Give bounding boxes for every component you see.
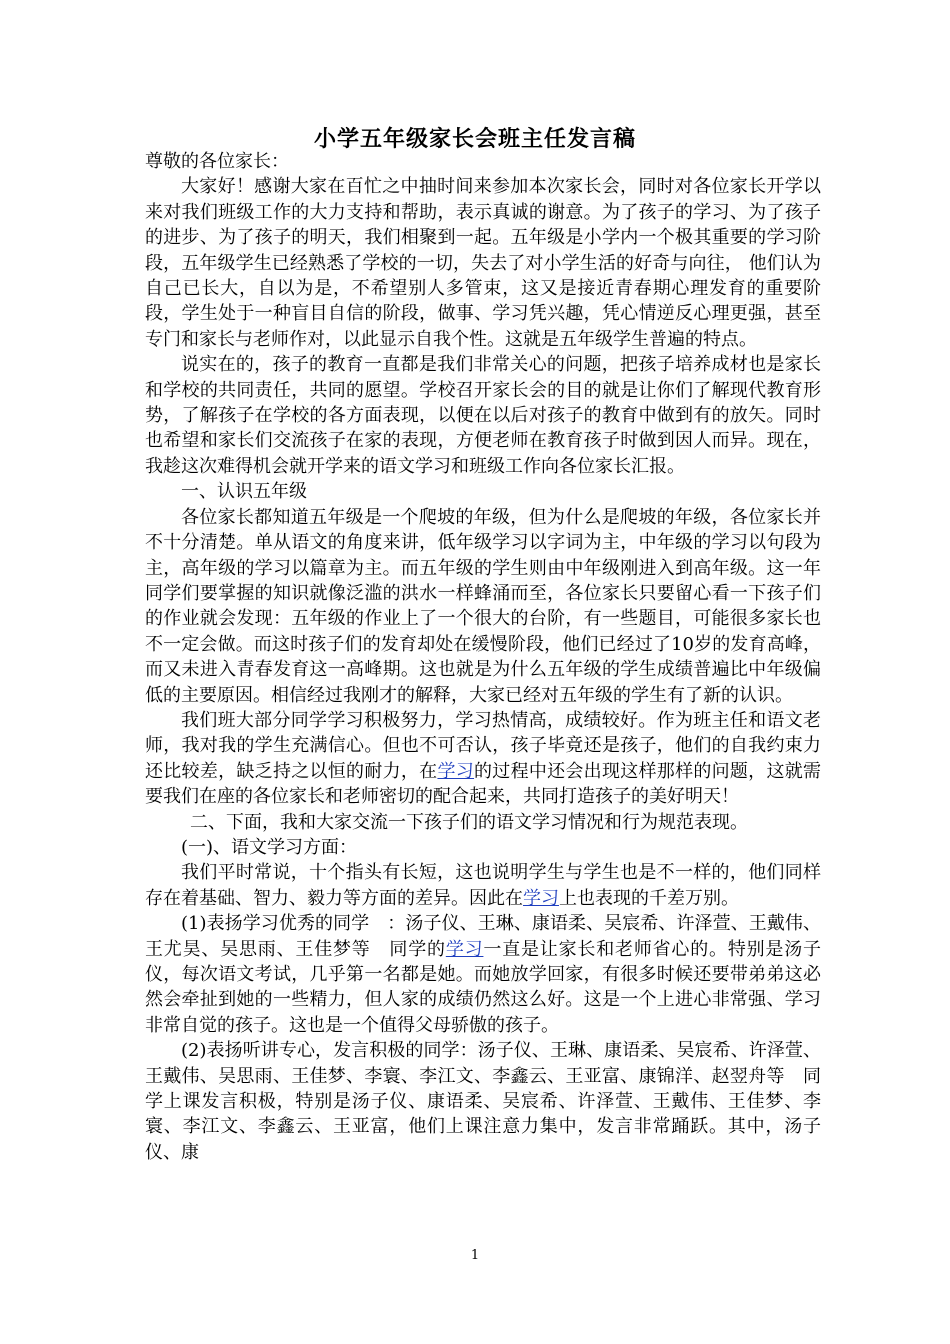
paragraph-5-text-b: 上也表现的千差万别。 (559, 887, 739, 909)
salutation: 尊敬的各位家长： (145, 151, 289, 172)
subsection-heading-1: (一)、语文学习方面： (181, 836, 358, 858)
study-link[interactable]: 学习 (523, 887, 559, 909)
paragraph-6-text-b: 一直是让家长和老师省心的。特别是汤子仪，每次语文考试，几乎第一名都是她。而她放学回家，有很多时候还要带弟弟这必然会牵扯到她的一些精力，但人家的成绩仍然这么好。这是一个上进心非常强、学习非常自觉的孩子。这也是一个值得父母骄傲的孩子。 (145, 938, 822, 1036)
paragraph-1: 大家好！感谢大家在百忙之中抽时间来参加本次家长会，同时对各位家长开学以来对我们班级工作的大力支持和帮助，表示真诚的谢意。为了孩子的学习、为了孩子的进步、为了孩子的明天，我们相聚到一起。五年级是小学内一个极其重要的学习阶段，五年级学生已经熟悉了学校的一切，失去了对小学生活的好奇与向往， 他们认为自己已长大，自以为是，不希望别人多管束，这又是接近青春期心理发育的重要阶段，学生处于一种盲目自信的阶段，做事、学习凭兴趣，凭心情逆反心理更强，甚至专门和家长与老师作对，以此显示自我个性。这就是五年级学生普遍的特点。 (145, 176, 821, 350)
paragraph-2: 说实在的，孩子的教育一直都是我们非常关心的问题，把孩子培养成材也是家长和学校的共同责任，共同的愿望。学校召开家长会的目的就是让你们了解现代教育形势，了解孩子在学校的各方面表现，以便在以后对孩子的教育中做到有的放矢。同时也希望和家长们交流孩子在家的表现，方便老师在教育孩子时做到因人而异。现在，我趁这次难得机会就开学来的语文学习和班级工作向各位家长汇报。 (145, 354, 821, 477)
study-link[interactable]: 学习 (445, 938, 484, 960)
paragraph-5-text-a: 我们平时常说，十个指头有长短，这也说明学生与学生也是不一样的，他们同样存在着基础、智力、毅力等方面的差异。因此在 (145, 862, 821, 909)
document-title: 小学五年级家长会班主任发言稿 (313, 126, 636, 152)
study-link[interactable]: 学习 (437, 760, 475, 782)
section-heading-2: 二、下面，我和大家交流一下孩子们的语文学习情况和行为规范表现。 (190, 811, 748, 833)
paragraph-7: (2)表扬听讲专心，发言积极的同学：汤子仪、王琳、康语柔、吴宸希、许泽萱、王戴伟、吴思雨、王佳梦、李寰、李江文、李鑫云、王亚富、康锦洋、赵翌舟等 同学上课发言积极，特别是汤子仪、康语柔、吴宸希、许泽萱、王戴伟、王佳梦、李寰、李江文、李鑫云、王亚富，他们上课注意力集中，发言非常踊跃。其中，汤子仪、康 (145, 1040, 821, 1163)
paragraph-4-text-b: 的过程中还会出现这样那样的问题，这就需要我们在座的各位家长和老师密切的配合起来，共同打造孩子的美好明天！ (145, 760, 822, 808)
page-number: 1 (470, 1248, 480, 1263)
document-body (145, 149, 821, 1165)
paragraph-4-text-a: 我们班大部分同学学习积极努力，学习热情高，成绩较好。作为班主任和语文老师，我对我的学生充满信心。但也不可否认，孩子毕竟还是孩子，他们的自我约束力还比较差，缺乏持之以恒的耐力，在 (145, 709, 821, 782)
paragraph-4 (145, 708, 821, 810)
paragraph-6 (145, 911, 821, 1038)
paragraph-3: 各位家长都知道五年级是一个爬坡的年级，但为什么是爬坡的年级，各位家长并不十分清楚。单从语文的角度来讲，低年级学习以字词为主，中年级的学习以句段为主，高年级的学习以篇章为主。而五年级的学生则由中年级刚进入到高年级。这一年同学们要掌握的知识就像泛滥的洪水一样蜂涌而至，各位家长只要留心看一下孩子们的作业就会发现：五年级的作业上了一个很大的台阶，有一些题目，可能很多家长也不一定会做。而这时孩子们的发育却处在缓慢阶段，他们已经过了10岁的发育高峰，而又未进入青春发育这一高峰期。这也就是为什么五年级的学生成绩普遍比中年级偏低的主要原因。相信经过我刚才的解释，大家已经对五年级的学生有了新的认识。 (145, 506, 821, 706)
paragraph-6-text-a: (1)表扬学习优秀的同学 ：汤子仪、王琳、康语柔、吴宸希、许泽萱、王戴伟、王尤昊、吴思雨、王佳梦等 同学的 (145, 913, 821, 960)
section-heading-1: 一、认识五年级 (181, 481, 307, 503)
paragraph-5 (145, 860, 821, 911)
